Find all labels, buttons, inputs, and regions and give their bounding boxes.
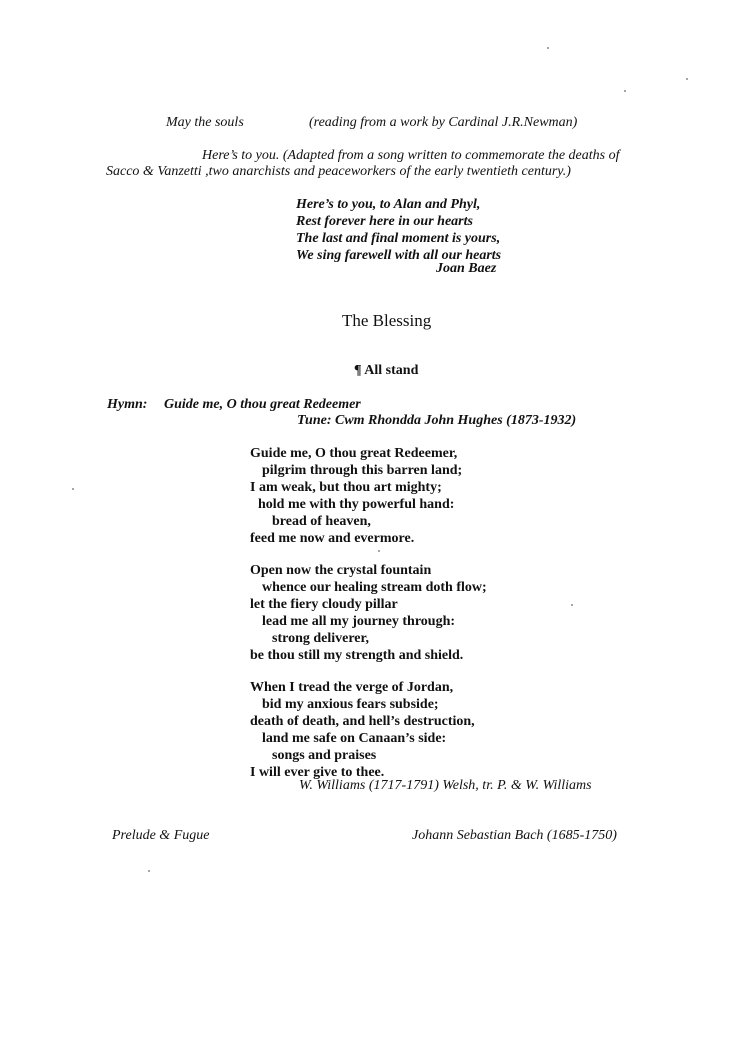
hymn-stanza-2 [250,562,487,664]
scan-speck [72,488,74,490]
hymn-line: When I tread the verge of Jordan, [250,680,454,695]
hymn-line: Guide me, O thou great Redeemer, [250,446,458,461]
hymn-line: let the fiery cloudy pillar [250,597,398,612]
scan-speck [547,47,549,49]
hymn-line: feed me now and evermore. [250,531,415,546]
hymn-line: hold me with thy powerful hand: [258,497,455,512]
hymn-tune: Tune: Cwm Rhondda John Hughes (1873-1932) [297,413,577,428]
hymn-line: land me safe on Canaan’s side: [262,731,447,746]
hymn-stanza-3 [250,679,475,781]
hymn-line: bread of heaven, [272,514,371,529]
song-verse-line: We sing farewell with all our hearts [296,248,502,263]
scan-speck [571,604,573,606]
hymn-line: pilgrim through this barren land; [262,463,463,478]
reading-attribution: (reading from a work by Cardinal J.R.Newman) [309,115,578,130]
hymn-label: Hymn: [107,397,148,412]
hymn-line: lead me all my journey through: [262,614,456,629]
hymn-line: strong deliverer, [272,631,369,646]
hymn-title: Guide me, O thou great Redeemer [164,397,361,412]
stand-instruction [354,363,418,379]
blessing-heading: The Blessing [342,311,432,330]
hymn-line: be thou still my strength and shield. [250,648,464,663]
hymn-line: bid my anxious fears subside; [262,697,439,712]
reading-title: May the souls [166,115,244,130]
hymn-line: songs and praises [272,748,377,763]
song-verse [296,196,501,264]
scan-speck [378,550,380,552]
scan-speck [148,870,150,872]
scan-speck [624,90,626,92]
hymn-line: I will ever give to thee. [250,765,385,780]
closing-composer: Johann Sebastian Bach (1685-1750) [412,828,617,843]
song-verse-line: The last and final moment is yours, [296,231,501,246]
hymn-stanza-1 [250,445,462,547]
song-intro-line-1: Here’s to you. (Adapted from a song written to commemorate the deaths of [202,148,620,163]
song-intro-line-2: Sacco & Vanzetti ,two anarchists and peaceworkers of the early twentieth century.) [106,164,571,179]
scan-speck [686,78,688,80]
hymn-line: death of death, and hell’s destruction, [250,714,475,729]
closing-piece: Prelude & Fugue [112,828,210,843]
hymn-line: I am weak, but thou art mighty; [250,480,442,495]
stand-instruction-text: All stand [364,363,419,378]
hymn-credit: W. Williams (1717-1791) Welsh, tr. P. & W. Williams [299,778,592,793]
hymn-line: Open now the crystal fountain [250,563,432,578]
song-verse-line: Rest forever here in our hearts [296,214,473,229]
hymn-line: whence our healing stream doth flow; [262,580,487,595]
song-verse-line: Here’s to you, to Alan and Phyl, [296,197,481,212]
pilcrow-icon: ¶ [354,363,362,378]
song-author: Joan Baez [436,261,497,276]
